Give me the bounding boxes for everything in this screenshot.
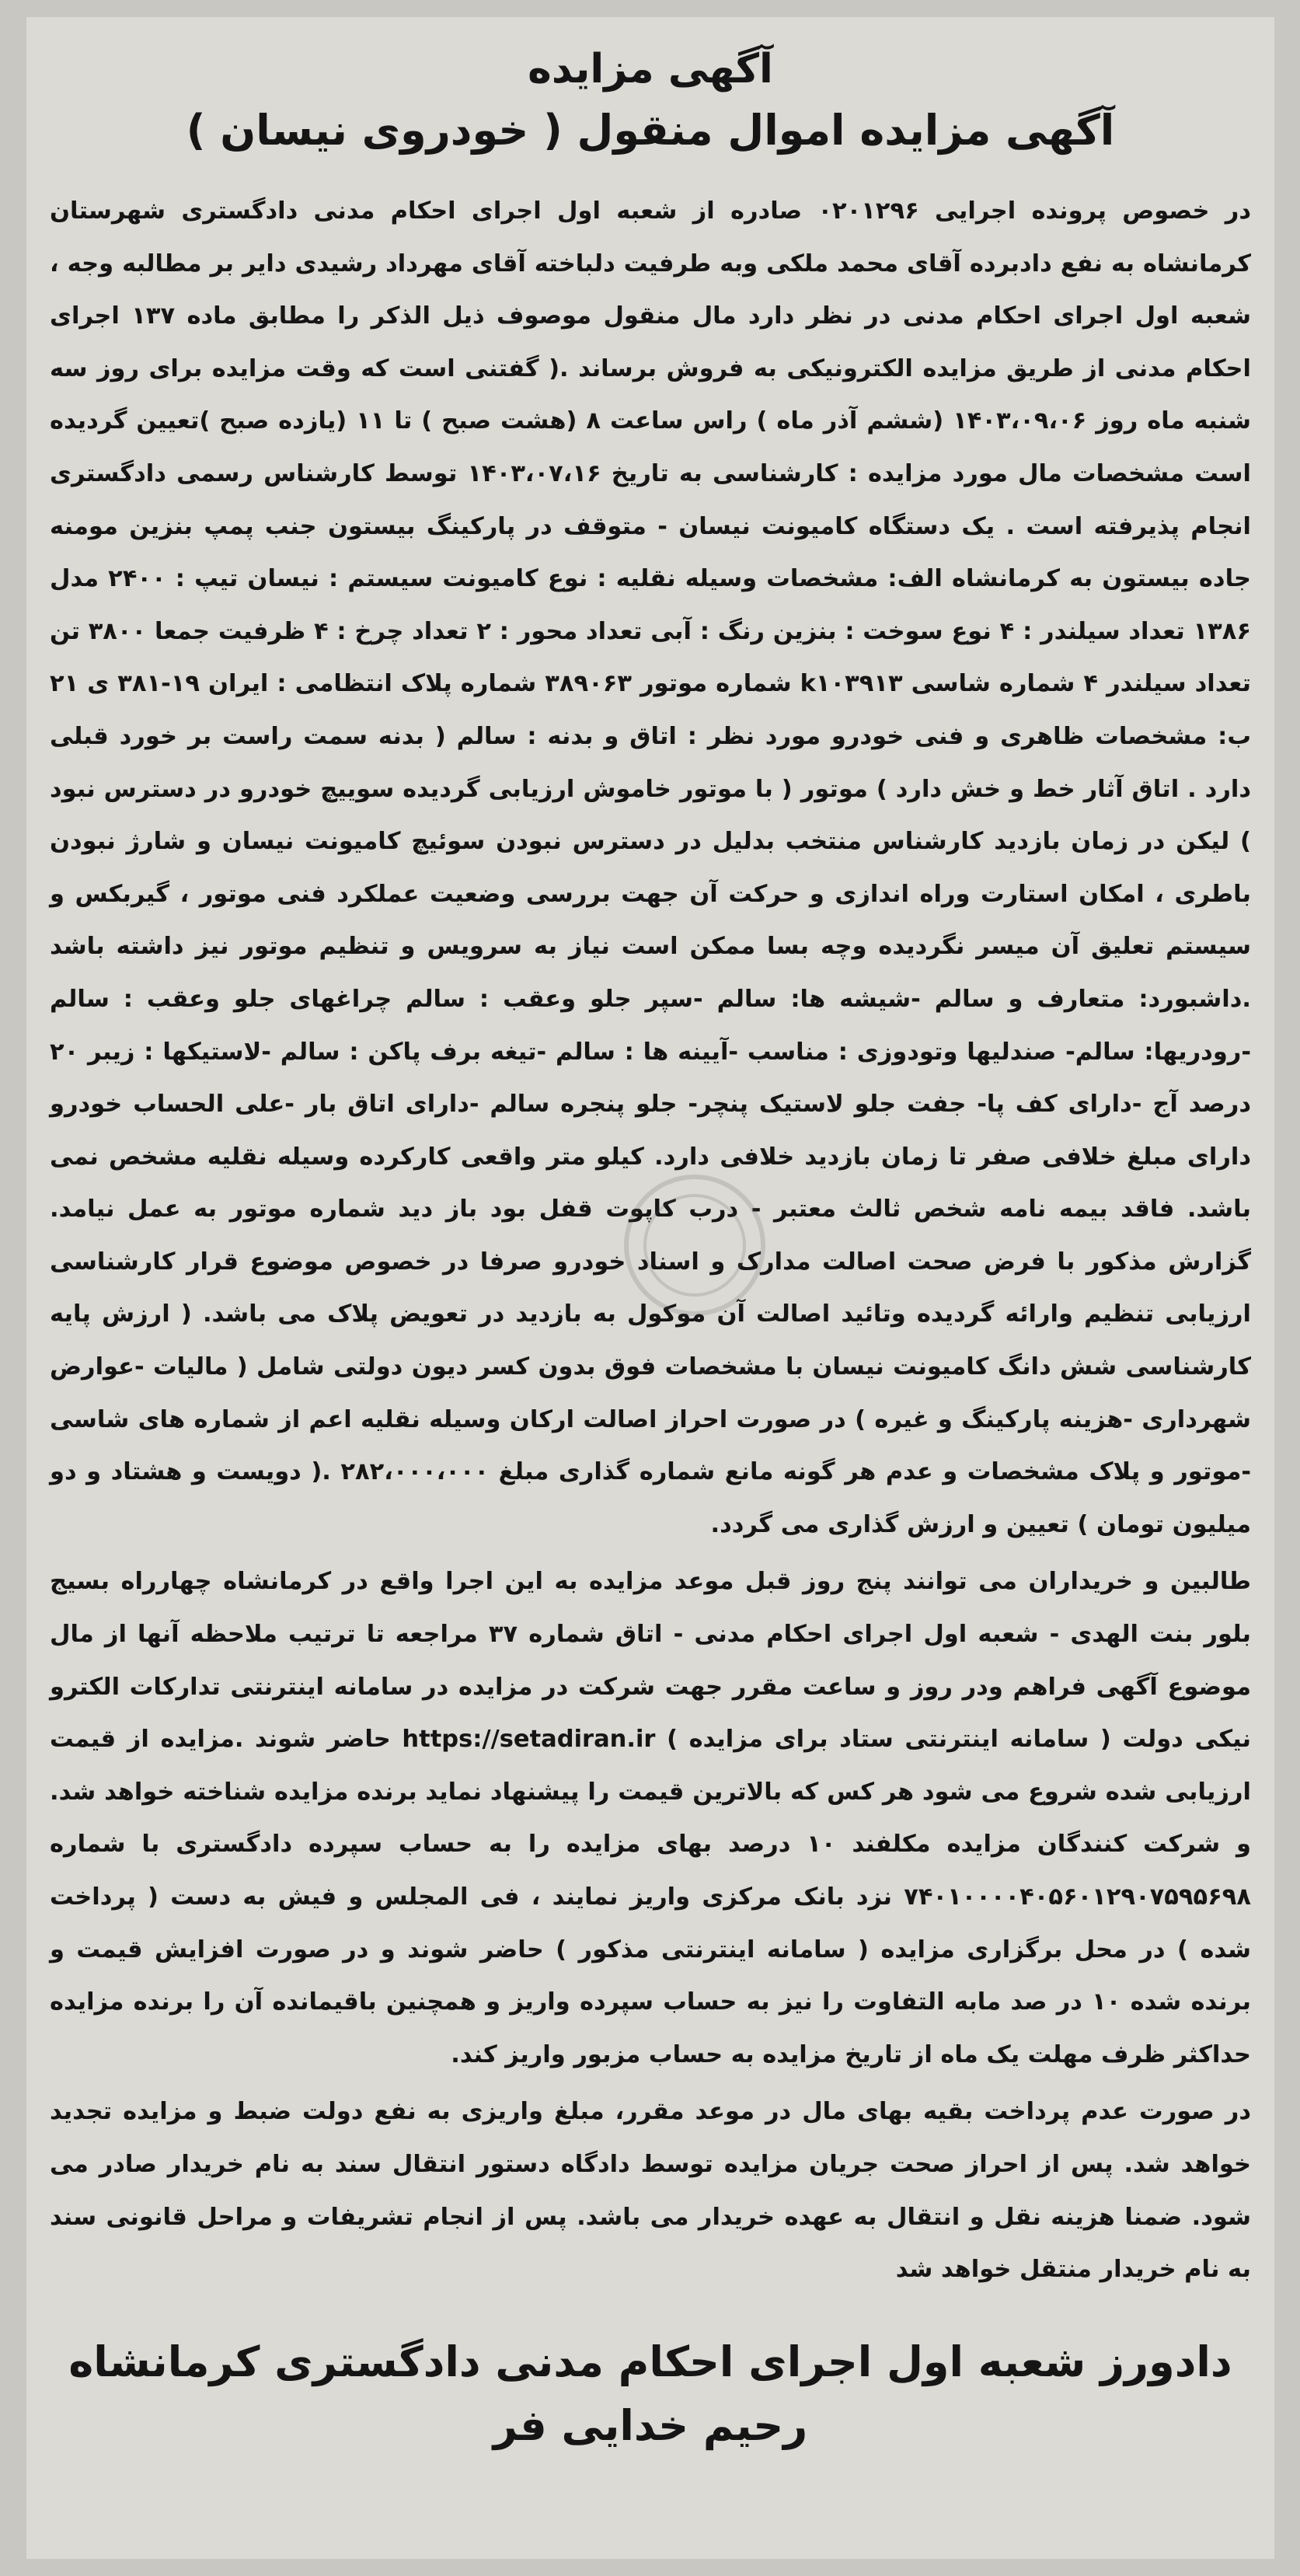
- signature-title: دادورز شعبه اول اجرای احکام مدنی دادگستری کرمانشاه: [68, 2337, 1232, 2386]
- notice-paragraph-3: در صورت عدم پرداخت بقیه بهای مال در موعد مقرر، مبلغ واریزی به نفع دولت ضبط و مزایده تجدید خواهد شد. پس از احراز صحت جریان مزایده توسط دادگاه دستور انتقال سند به نام خریدار صادر می شود. ضمنا هزینه نقل و انتقال به عهده خریدار می باشد. پس از انجام تشریفات و مراحل قانونی سند به نام خریدار منتقل خواهد شد: [50, 2098, 1251, 2284]
- notice-subtitle: آگهی مزایده اموال منقول ( خودروی نیسان ): [186, 106, 1115, 155]
- notice-paragraph-1: در خصوص پرونده اجرایی ۰۲۰۱۲۹۶ صادره از شعبه اول اجرای احکام مدنی دادگستری شهرستان کرمانشاه به نفع دادبرده آقای محمد ملکی وبه طرفیت دلباخته آقای مهرداد رشیدی دایر بر مطالبه وجه ، شعبه اول اجرای احکام مدنی در نظر دارد مال منقول موصوف ذیل الذکر را مطابق ماده ۱۳۷ اجرای احکام مدنی از طریق مزایده الکترونیکی به فروش برساند .( گفتنی است که وقت مزایده برای روز سه شنبه ماه روز ۱۴۰۳،۰۹،۰۶ (ششم آذر ماه ) راس ساعت ۸ (هشت صبح ) تا ۱۱ (یازده صبح )تعیین گردیده است مشخصات مال مورد مزایده : کارشناسی به تاریخ ۱۴۰۳،۰۷،۱۶ توسط کارشناس رسمی دادگستری انجام پذیرفته است . یک دستگاه کامیونت نیسان - متوقف در پارکینگ بیستون جنب پمپ بنزین مومنه جاده بیستون به کرمانشاه الف: مشخصات وسیله نقلیه : نوع کامیونت سیستم : نیسان تیپ : ۲۴۰۰ مدل ۱۳۸۶ تعداد سیلندر : ۴ نوع سوخت : بنزین رنگ : آبی تعداد محور : ۲ تعداد چرخ : ۴ ظرفیت جمعا ۳۸۰۰ تن تعداد سیلندر ۴ شماره شاسی k۱۰۳۹۱۳ شماره موتور ۳۸۹۰۶۳ شماره پلاک انتظامی : ایران ۱۹-۳۸۱ ی ۲۱ ب: مشخصات ظاهری و فنی خودرو مورد نظر : اتاق و بدنه : سالم ( بدنه سمت راست بر خورد قبلی دارد . اتاق آثار خط و خش دارد ) موتور ( با موتور خاموش ارزیابی گردیده سوییچ خودرو در دسترس نبود ) لیکن در زمان بازدید کارشناس منتخب بدلیل در دسترس نبودن سوئیچ کامیونت نیسان و شارژ نبودن باطری ، امکان استارت وراه اندازی و حرکت آن جهت بررسی وضعیت عملکرد فنی موتور ، گیربکس و سیستم تعلیق آن میسر نگردیده وچه بسا ممکن است نیاز به سرویس و تنظیم موتور نیز داشته باشد .داشبورد: متعارف و سالم -شیشه ها: سالم -سپر جلو وعقب : سالم چراغهای جلو وعقب : سالم -رودریها: سالم- صندلیها وتودوزی : مناسب -آیینه ها : سالم -تیغه برف پاکن : سالم -لاستیکها : زیبر ۲۰ درصد آج -دارای کف پا- جفت جلو لاستیک پنچر- جلو پنجره سالم -دارای اتاق بار -علی الحساب خودرو دارای مبلغ خلافی صفر تا زمان بازدید خلافی دارد. کیلو متر واقعی کارکرده وسیله نقلیه مشخص نمی باشد. فاقد بیمه نامه شخص ثالث معتبر - درب کاپوت قفل بود باز دید شماره موتور به عمل نیامد. گزارش مذکور با فرض صحت اصالت مدارک و اسناد خودرو صرفا در خصوص موضوع قرار کارشناسی ارزیابی تنظیم وارائه گردیده وتائید اصالت آن موکول به بازدید در تعویض پلاک می باشد. ( ارزش پایه کارشناسی شش دانگ کامیونت نیسان با مشخصات فوق بدون کسر دیون دولتی شامل ( مالیات -عوارض شهرداری -هزینه پارکینگ و غیره ) در صورت احراز اصالت ارکان وسیله نقلیه اعم از شماره های شاسی -موتور و پلاک مشخصات و عدم هر گونه مانع شماره گذاری مبلغ ۲۸۲،۰۰۰،۰۰۰ .( دویست و هشتاد و دو میلیون تومان ) تعیین و ارزش گذاری می گردد.: [50, 197, 1251, 1538]
- notice-paper: [26, 17, 1274, 2559]
- notice-paragraph-2: طالبین و خریداران می توانند پنج روز قبل موعد مزایده به این اجرا واقع در کرمانشاه چهارراه بسیج بلور بنت الهدی - شعبه اول اجرای احکام مدنی - اتاق شماره ۳۷ مراجعه تا ترتیب ملاحظه آنها از مال موضوع آگهی فراهم ودر روز و ساعت مقرر جهت شرکت در مزایده در سامانه اینترنتی تدارکات الکترو نیکی دولت ( سامانه اینترنتی ستاد برای مزایده ) https://setadiran.ir حاضر شوند .مزایده از قیمت ارزیابی شده شروع می شود هر کس که بالاترین قیمت را پیشنهاد نماید برنده مزایده شناخته خواهد شد. و شرکت کنندگان مزایده مکلفند ۱۰ درصد بهای مزایده را به حساب سپرده دادگستری با شماره ۷۴۰۱۰۰۰۰۴۰۵۶۰۱۲۹۰۷۵۹۵۶۹۸ نزد بانک مرکزی واریز نمایند ، فی المجلس و فیش به دست ( پرداخت شده ) در محل برگزاری مزایده ( سامانه اینترنتی مذکور ) حاضر شوند و در صورت افزایش قیمت و برنده شده ۱۰ در صد مابه التفاوت را نیز به حساب سپرده واریز و همچنین باقیمانده آن را برنده مزایده حداکثر ظرف مهلت یک ماه از تاریخ مزایده به حساب مزبور واریز کند.: [50, 1568, 1252, 2068]
- signature-name: رحیم خدایی فر: [493, 2400, 808, 2450]
- notice-title: آگهی مزایده: [528, 46, 773, 92]
- faint-stamp-icon: [617, 1168, 772, 1323]
